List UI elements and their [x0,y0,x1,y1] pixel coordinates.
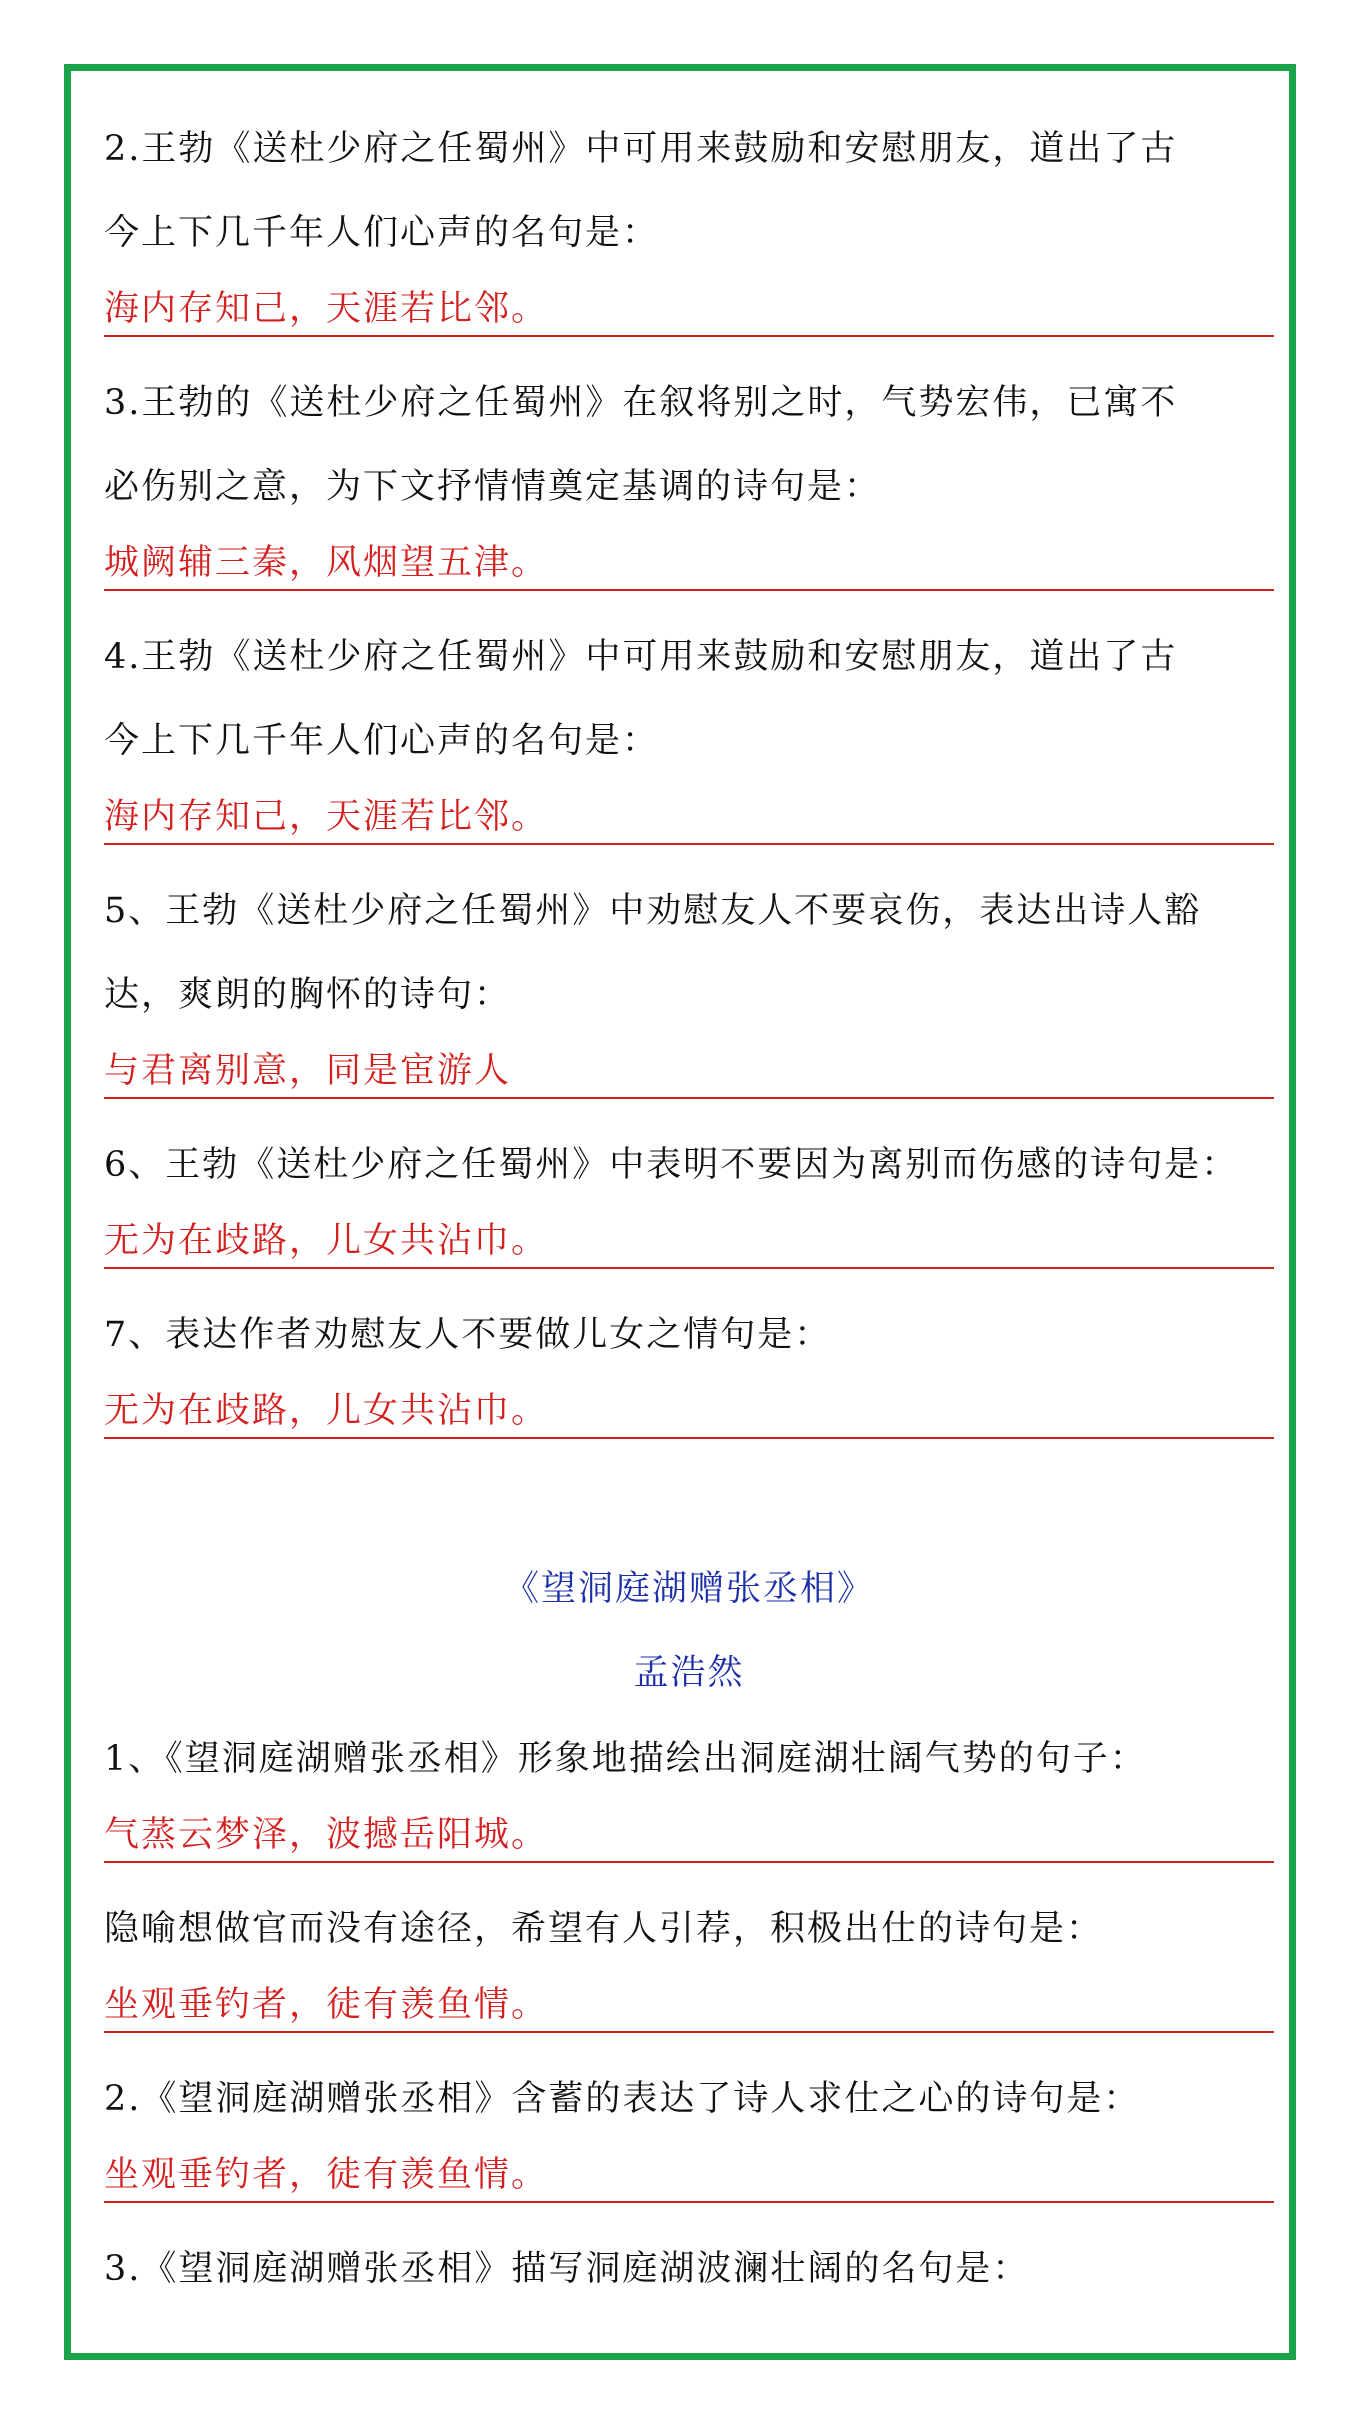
question-line: 隐喻想做官而没有途径，希望有人引荐，积极出仕的诗句是： [104,1909,1104,1949]
question-line: 4.王勃《送杜少府之任蜀州》中可用来鼓励和安慰朋友，道出了古 [104,637,1178,677]
question-line: 3.王勃的《送杜少府之任蜀州》在叙将别之时，气势宏伟，已寓不 [104,383,1178,423]
answer-line: 坐观垂钓者，徒有羡鱼情。 [104,2149,1274,2203]
answer-line: 无为在歧路，儿女共沾巾。 [104,1215,1274,1269]
question-line: 2.王勃《送杜少府之任蜀州》中可用来鼓励和安慰朋友，道出了古 [104,129,1178,169]
question-line: 3.《望洞庭湖赠张丞相》描写洞庭湖波澜壮阔的名句是： [104,2249,1030,2289]
question-line: 1、《望洞庭湖赠张丞相》形象地描绘出洞庭湖壮阔气势的句子： [104,1739,1147,1779]
page-frame [64,64,1296,2360]
question-line: 必伤别之意，为下文抒情情奠定基调的诗句是： [104,467,882,507]
question-line: 6、王勃《送杜少府之任蜀州》中表明不要因为离别而伤感的诗句是： [104,1145,1239,1185]
answer-line: 无为在歧路，儿女共沾巾。 [104,1385,1274,1439]
question-line: 5、王勃《送杜少府之任蜀州》中劝慰友人不要哀伤，表达出诗人豁 [104,891,1202,931]
answer-line: 城阙辅三秦，风烟望五津。 [104,537,1274,591]
answer-line: 气蒸云梦泽，波撼岳阳城。 [104,1809,1274,1863]
poem-author: 孟浩然 [633,1653,745,1693]
question-line: 今上下几千年人们心声的名句是： [104,721,660,761]
question-line: 2.《望洞庭湖赠张丞相》含蓄的表达了诗人求仕之心的诗句是： [104,2079,1141,2119]
answer-line: 海内存知己，天涯若比邻。 [104,791,1274,845]
question-line: 达，爽朗的胸怀的诗句： [104,975,512,1015]
poem-title: 《望洞庭湖赠张丞相》 [503,1569,874,1609]
answer-line: 与君离别意，同是宦游人 [104,1045,1274,1099]
answer-line: 坐观垂钓者，徒有羡鱼情。 [104,1979,1274,2033]
question-line: 7、表达作者劝慰友人不要做儿女之情句是： [104,1315,832,1355]
answer-line: 海内存知己，天涯若比邻。 [104,283,1274,337]
question-line: 今上下几千年人们心声的名句是： [104,213,660,253]
